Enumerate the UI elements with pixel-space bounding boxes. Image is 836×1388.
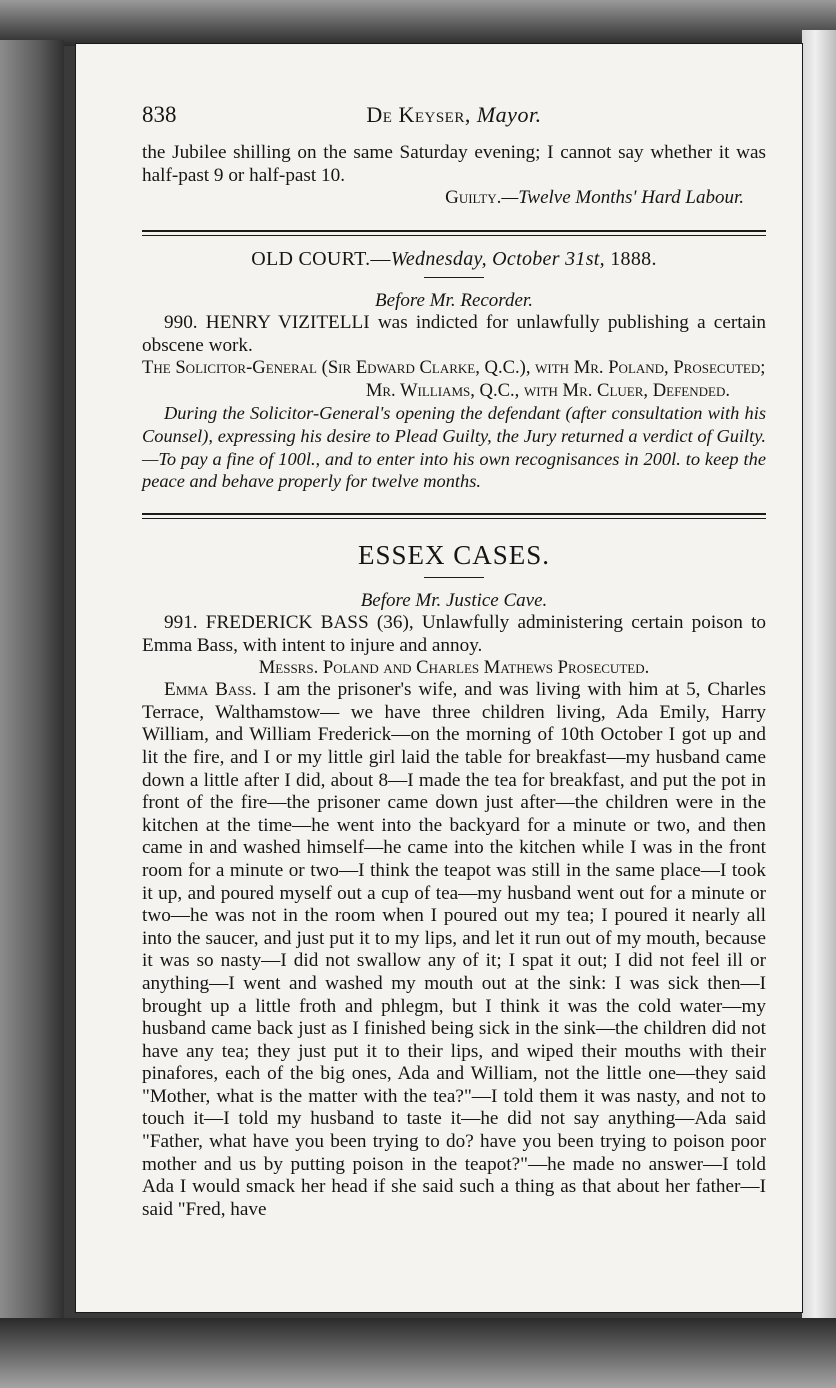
court-name: OLD COURT.— — [251, 248, 391, 270]
running-header — [142, 102, 766, 132]
judge-line: Before Mr. Recorder. — [375, 290, 533, 311]
running-head-title: Mayor. — [476, 102, 542, 127]
essex-section — [142, 540, 766, 1221]
counsel-defence: Mr. Williams, Q.C., with Mr. Cluer, Defended. — [365, 379, 730, 401]
testimony-text: I am the prisoner's wife, and was living with him at 5, Charles Terrace, Walthamstow— we have three children living, Ada Emily, Harry William, and William Frederick—on the morning of 10th October I got up and lit the fire, and I or my little girl laid the table for breakfast—my husband came down a little after I did, about 8—I made the tea for breakfast, and put the pot in front of the fire—the prisoner came down just after—the children were in the kitchen at the time—he went into the backyard for a minute or two, and then came in and washed himself—he came into the kitchen while I was in the front room for a minute or two—I think the teapot was still in the same place—I took it up, and poured myself out a cup of tea—my husband went out for a minute or two—he was not in the room when I poured out my tea; I poured it nearly all into the saucer, and just put it to my lips, and let it run out of my mouth, because it was so nasty—I did not swallow any of it; I spat it out; I did not feel ill or anything—I went and washed my mouth out at the sink: I was sick then—I brought up a little froth and phlegm, but I think it was the cold water—my husband came back just as I finished being sick in the sink—the children did not have any tea; they just put it to their lips, and wiped their mouths with their pinafores, each of the big ones, Ada and William, not the little one—they said "Mother, what is the matter with the tea?"—I told them it was nasty, and not to touch it—I told my husband to taste it—he did not say anything—Ada said "Father, what have you been trying to do? have you been trying to poison poor mother and us by putting poison in the teapot?"—he made no answer—I told Ada I would smack her head if she said such a thing as that about her father—I said "Fred, have — [142, 679, 767, 1220]
section-rule — [142, 513, 766, 519]
court-date: Wednesday, October 31st, — [390, 248, 605, 270]
verdict-label: Guilty. — [445, 187, 502, 209]
scan-top-margin — [0, 0, 836, 46]
previous-case-text: the Jubilee shilling on the same Saturday evening; I cannot say whether it was half-past 9 or half-past 10. — [142, 142, 766, 186]
court-year: 1888. — [604, 248, 657, 270]
verdict-sentence: —Twelve Months' Hard Labour. — [501, 187, 744, 209]
previous-case-verdict — [142, 187, 766, 209]
section-title: ESSEX CASES. — [357, 540, 551, 570]
witness-testimony — [142, 679, 766, 1221]
short-rule — [424, 277, 484, 278]
judge-line: Before Mr. Justice Cave. — [360, 590, 548, 611]
running-head — [142, 102, 766, 128]
page-number: 838 — [142, 102, 177, 127]
previous-case — [142, 142, 766, 209]
case-990-outcome: During the Solicitor-General's opening the defendant (after consultation with his Counsel), expressing his desire to Plead Guilty, the Jury returned a verdict of Guilty.—To pay a fine of 100l., and to enter into his own recognisances in 200l. to keep the peace and behave properly for twelve months. — [142, 403, 766, 492]
case-991-heading: 991. FREDERICK BASS (36), Unlawfully administering certain poison to Emma Bass, with intent to injure and annoy. — [142, 612, 766, 656]
old-court-section — [142, 248, 766, 493]
book-spine-shadow — [0, 40, 64, 1330]
scan-bottom-margin — [0, 1318, 836, 1388]
witness-name: Emma Bass. — [164, 679, 257, 701]
section-rule — [142, 230, 766, 236]
page-edge — [802, 30, 836, 1330]
case-990-heading: 990. HENRY VIZITELLI was indicted for unlawfully publishing a certain obscene work. — [142, 312, 766, 356]
counsel-line: Messrs. Poland and Charles Mathews Prosecuted. — [258, 657, 650, 679]
court-title — [142, 248, 766, 271]
book-page — [76, 44, 802, 1312]
short-rule — [424, 577, 484, 578]
counsel-prosecution: The Solicitor-General (Sir Edward Clarke, Q.C.), with Mr. Poland, Prosecuted; — [142, 357, 766, 379]
running-head-name: De Keyser, — [366, 102, 471, 127]
